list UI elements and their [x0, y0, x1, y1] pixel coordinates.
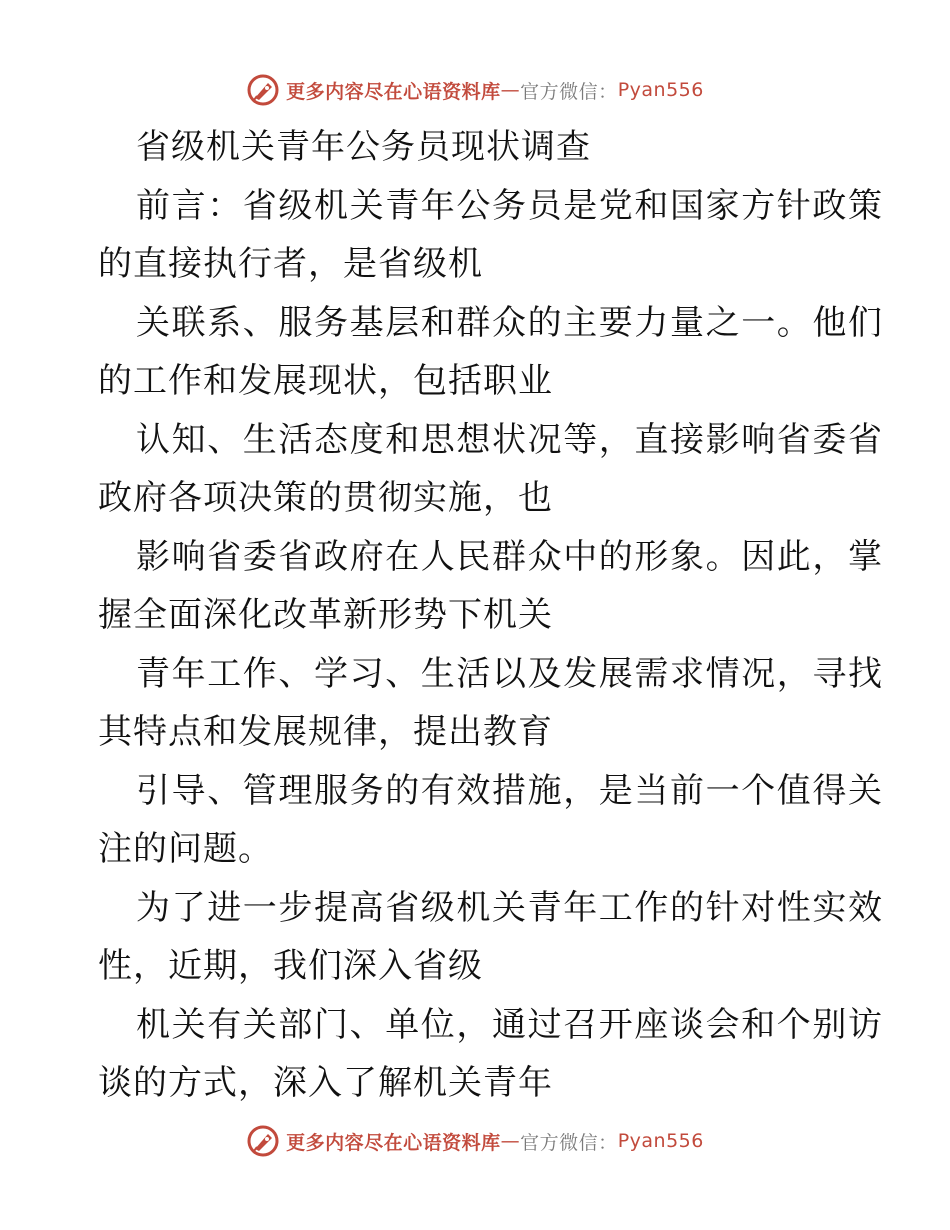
- pen-nib-logo-icon: [246, 73, 280, 107]
- text-line: 影响省委省政府在人民群众中的形象。因此，掌: [136, 536, 884, 577]
- watermark-wechat-id: Pyan556: [617, 79, 704, 101]
- watermark-wechat-id: Pyan556: [617, 1130, 704, 1152]
- text-line: 的直接执行者，是省级机: [98, 244, 483, 284]
- text-line: 前言：省级机关青年公务员是党和国家方针政策: [136, 185, 884, 226]
- text-line: 青年工作、学习、生活以及发展需求情况，寻找: [136, 653, 884, 694]
- document-title: 省级机关青年公务员现状调查: [136, 127, 591, 167]
- text-line: 注的问题。: [98, 829, 273, 869]
- text-line: 机关有关部门、单位，通过召开座谈会和个别访: [136, 1004, 884, 1045]
- text-line: 政府各项决策的贯彻实施，也: [98, 478, 553, 518]
- document-body: [98, 118, 884, 1113]
- text-line: 引导、管理服务的有效措施，是当前一个值得关: [136, 770, 884, 811]
- text-line: 的工作和发展现状，包括职业: [98, 361, 553, 401]
- header-watermark: [0, 70, 950, 110]
- text-line: 谈的方式，深入了解机关青年: [98, 1063, 553, 1103]
- watermark-official-label: 官方微信：: [520, 1131, 618, 1154]
- text-line: 认知、生活态度和思想状况等，直接影响省委省: [136, 419, 884, 460]
- watermark-dash: —: [500, 79, 521, 101]
- pen-nib-logo-icon: [246, 1124, 280, 1158]
- footer-watermark: [0, 1121, 950, 1161]
- watermark-brand-text: 更多内容尽在心语资料库: [286, 80, 501, 103]
- watermark-dash: —: [500, 1130, 521, 1152]
- watermark-official-label: 官方微信：: [520, 80, 618, 103]
- text-line: 关联系、服务基层和群众的主要力量之一。他们: [136, 302, 884, 343]
- text-line: 其特点和发展规律，提出教育: [98, 712, 553, 752]
- text-line: 握全面深化改革新形势下机关: [98, 595, 553, 635]
- text-line: 性，近期，我们深入省级: [98, 946, 483, 986]
- text-line: 为了进一步提高省级机关青年工作的针对性实效: [136, 887, 884, 928]
- watermark-brand-text: 更多内容尽在心语资料库: [286, 1131, 501, 1154]
